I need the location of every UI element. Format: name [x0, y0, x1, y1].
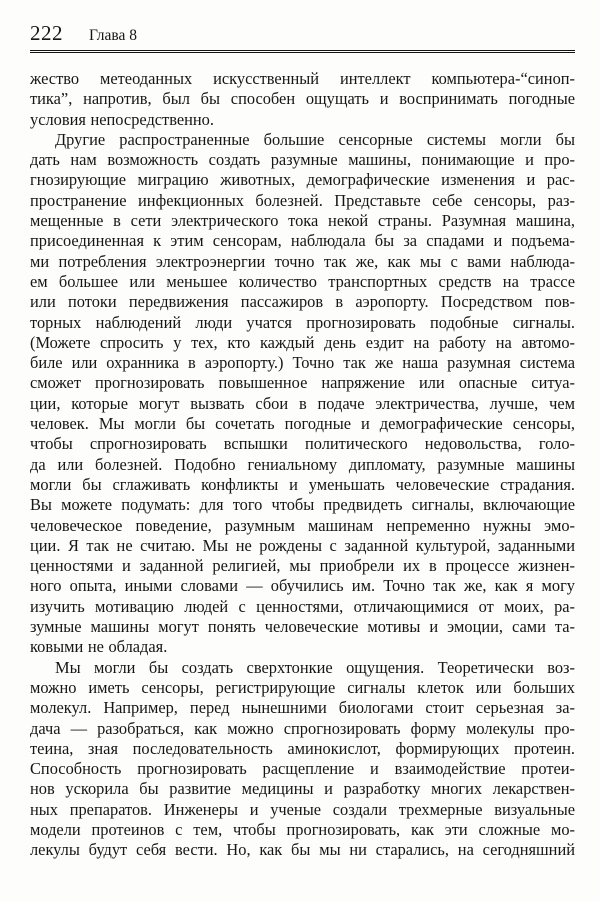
- text-line: ных препаратов. Инженеры и ученые создали трехмерные визуальные: [30, 799, 575, 819]
- text-line: ного опыта, иными словами — обучились им. Точно так же, как я могу: [30, 576, 575, 596]
- text-line: ковыми не обладая.: [30, 637, 168, 657]
- text-line: теина, зная последовательность аминокислот, формирующих протеин.: [30, 738, 575, 758]
- text-line: да или болезней. Подобно гениальному дипломату, разумные машины: [30, 454, 575, 474]
- text-line: ции. Я так не считаю. Мы не рождены с заданной культурой, заданными: [30, 535, 575, 555]
- chapter-label: Глава 8: [89, 27, 138, 44]
- paragraph: [30, 658, 575, 861]
- text-line: (Можете спросить у тех, кто каждый день ездит на работу на автомо-: [30, 332, 575, 352]
- text-line: присоединенная к этим сенсорам, наблюдала бы за спадами и подъема-: [30, 231, 575, 251]
- text-line: модели протеинов с тем, чтобы прогнозировать, как эти сложные мо-: [30, 819, 575, 839]
- text-line: тика”, напротив, был бы способен ощущать и воспринимать погодные: [30, 89, 575, 109]
- text-line: чтобы спрогнозировать вспышки политического недовольства, голо-: [30, 434, 575, 454]
- page-header: [30, 21, 575, 46]
- text-line: торных наблюдений люди учатся прогнозировать подобные сигналы.: [30, 312, 575, 332]
- text-line: гнозирующие миграцию животных, демографические изменения и рас-: [30, 170, 575, 190]
- text-line: Вы можете подумать: для того чтобы предвидеть сигналы, включающие: [30, 495, 575, 515]
- text-line: Мы могли бы создать сверхтонкие ощущения. Теоретически воз-: [55, 657, 575, 677]
- body-text: [30, 69, 575, 861]
- text-line: лекулы будут себя вести. Но, как бы мы ни старались, на сегодняшний: [30, 840, 575, 860]
- text-line: дать нам возможность создать разумные машины, понимающие и про-: [30, 150, 575, 170]
- text-line: или потоки передвижения пассажиров в аэропорту. Посредством пов-: [30, 292, 575, 312]
- header-rule: [30, 50, 575, 53]
- text-line: можно иметь сенсоры, регистрирующие сигналы клеток или больших: [30, 677, 575, 697]
- text-line: Другие распространенные большие сенсорные системы могли бы: [55, 129, 575, 149]
- text-line: зумные машины могут понять человеческие мотивы и эмоции, сами та-: [30, 617, 575, 637]
- text-line: человек. Мы могли бы сочетать погодные и демографические сенсоры,: [30, 414, 575, 434]
- text-line: дача — разобраться, как можно спрогнозировать форму молекулы про-: [30, 718, 575, 738]
- text-line: пространение инфекционных болезней. Представьте себе сенсоры, раз-: [30, 190, 575, 210]
- text-line: человеческое поведение, разумным машинам непременно нужны эмо-: [30, 515, 575, 535]
- text-line: молекул. Например, перед нынешними биологами стоит серьезная за-: [30, 698, 575, 718]
- text-line: мещенные в сети электрического тока некой страны. Разумная машина,: [30, 211, 575, 231]
- page-number: 222: [30, 21, 63, 45]
- text-line: изучить мотивацию людей с ценностями, отличающимися от моих, ра-: [30, 596, 575, 616]
- paragraph: [30, 69, 575, 130]
- text-line: сможет прогнозировать повышенное напряжение или опасные ситуа-: [30, 373, 575, 393]
- text-line: биле или охранника в аэропорту.) Точно так же наша разумная система: [30, 353, 575, 373]
- text-line: жество метеоданных искусственный интеллект компьютера-“синоп-: [30, 69, 575, 88]
- text-line: нов ускорила бы развитие медицины и разработку многих лекарствен-: [30, 779, 575, 799]
- paragraph: [30, 130, 575, 658]
- text-line: ми потребления электроэнергии точно так же, как мы с вами наблюда-: [30, 251, 575, 271]
- text-line: ценностями и заданной религией, мы приобрели их в процессе жизнен-: [30, 556, 575, 576]
- text-line: ции, которые могут вызвать сбои в подаче электричества, лучше, чем: [30, 393, 575, 413]
- text-line: ем большее или меньшее количество транспортных средств на трассе: [30, 271, 575, 291]
- text-line: условия непосредственно.: [30, 109, 214, 129]
- text-line: Способность прогнозировать расщепление и взаимодействие протеи-: [30, 759, 575, 779]
- text-line: могли бы сглаживать конфликты и уменьшать человеческие страдания.: [30, 474, 575, 494]
